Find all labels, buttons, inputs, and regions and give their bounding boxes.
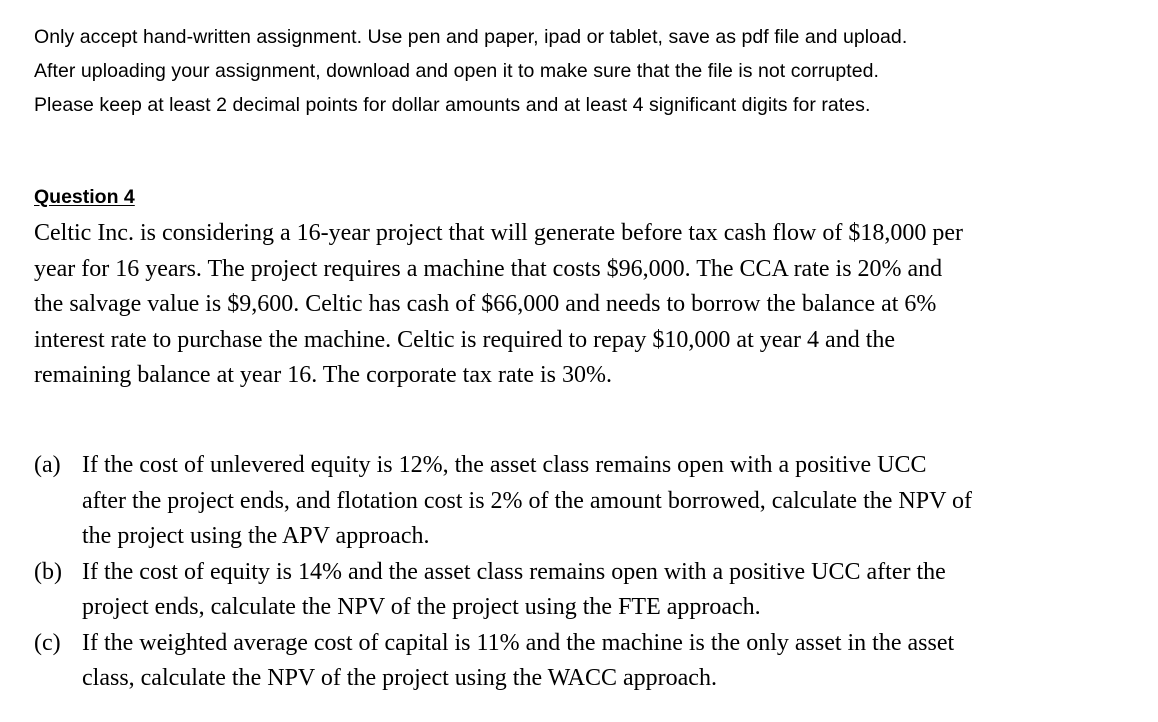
part-label: (a) bbox=[34, 452, 61, 478]
document-page bbox=[34, 20, 1134, 691]
part-text-line: If the weighted average cost of capital is 11% and the machine is the only asset in the asset bbox=[82, 629, 955, 656]
part-text-line: the project using the APV approach. bbox=[82, 523, 430, 549]
part-text-line: after the project ends, and flotation cost is 2% of the amount borrowed, calculate the NPV of bbox=[82, 487, 972, 514]
question-part-c bbox=[34, 626, 1134, 697]
instruction-line: Please keep at least 2 decimal points for dollar amounts and at least 4 significant digits for rates. bbox=[34, 94, 871, 116]
part-text-line: class, calculate the NPV of the project using the WACC approach. bbox=[82, 665, 717, 691]
part-label: (b) bbox=[34, 558, 62, 585]
question-body-line: Celtic Inc. is considering a 16-year project that will generate before tax cash flow of $18,000 per bbox=[34, 220, 963, 246]
part-text-line: project ends, calculate the NPV of the project using the FTE approach. bbox=[82, 594, 761, 620]
question-body-line: interest rate to purchase the machine. Celtic is required to repay $10,000 at year 4 and the bbox=[34, 326, 896, 353]
assignment-instructions bbox=[34, 20, 1134, 122]
question-body-line: the salvage value is $9,600. Celtic has cash of $66,000 and needs to borrow the balance at 6% bbox=[34, 291, 937, 317]
question-heading: Question 4 bbox=[34, 186, 135, 208]
question-body-line: year for 16 years. The project requires a machine that costs $96,000. The CCA rate is 20% and bbox=[34, 255, 943, 282]
instruction-line: Only accept hand-written assignment. Use pen and paper, ipad or tablet, save as pdf file and upload. bbox=[34, 26, 908, 48]
part-text-line: If the cost of unlevered equity is 12%, the asset class remains open with a positive UCC bbox=[82, 452, 927, 478]
question-part-a bbox=[34, 448, 1134, 555]
question-body bbox=[34, 216, 1134, 394]
part-label: (c) bbox=[34, 629, 61, 656]
part-text-line: If the cost of equity is 14% and the asset class remains open with a positive UCC after the bbox=[82, 558, 946, 585]
question-parts-list bbox=[34, 448, 1134, 697]
instruction-line: After uploading your assignment, download and open it to make sure that the file is not corrupted. bbox=[34, 60, 879, 82]
question-part-b bbox=[34, 555, 1134, 626]
question-body-line: remaining balance at year 16. The corporate tax rate is 30%. bbox=[34, 362, 612, 388]
